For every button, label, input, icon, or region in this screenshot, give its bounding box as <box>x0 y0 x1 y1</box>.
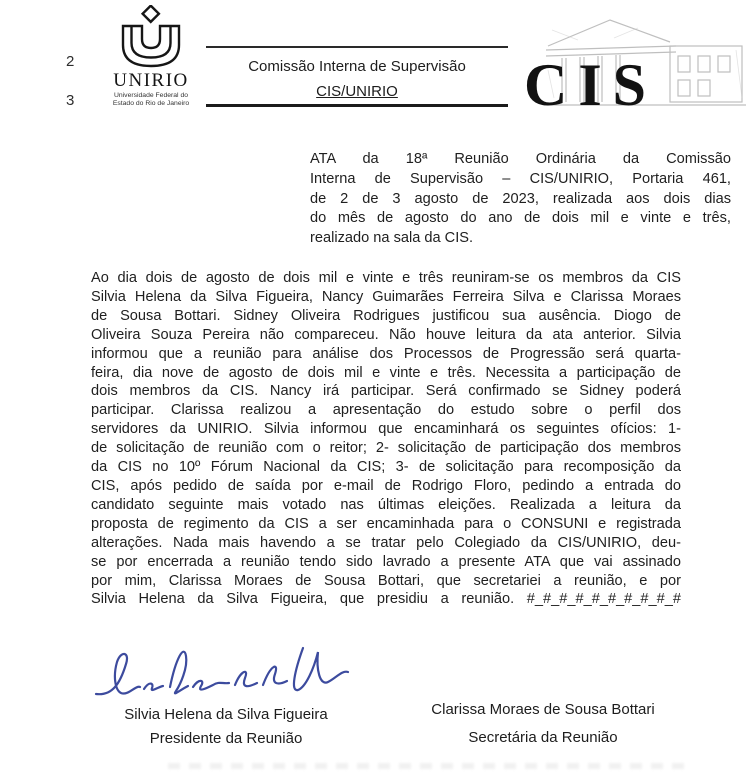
cis-logo <box>518 10 748 116</box>
text-line: da CIS no 10º Fórum Nacional da CIS; 3- de solicitação para recomposição da <box>91 459 681 476</box>
text-line: por mim, Clarissa Moraes de Sousa Bottari, que secretariei a reunião, e por <box>91 572 681 589</box>
bleed-through-artifact <box>168 763 693 769</box>
text-line: alterações. Nada mais havendo a se tratar pelo Colegiado da CIS/UNIRIO, deu- <box>91 534 681 551</box>
signatory-role: Secretária da Reunião <box>468 729 618 746</box>
cis-logo-text: CIS <box>524 52 658 118</box>
signatory-name: Silvia Helena da Silva Figueira <box>124 706 328 723</box>
text-line: de solicitação de reunião com o reitor; 2- solicitação de participação dos membros <box>91 440 681 457</box>
text-line: servidores da UNIRIO. Silvia informou que encaminhará os seguintes ofícios: 1- <box>91 421 681 438</box>
signatory-name: Clarissa Moraes de Sousa Bottari <box>431 701 655 718</box>
text-line: realizado na sala da CIS. <box>310 230 474 247</box>
text-line: do mês de agosto do ano de dois mil e vinte e três, <box>310 210 731 227</box>
text-line: de Sousa Bottari. Sidney Oliveira Rodrigues justificou sua ausência. Diogo de <box>91 307 681 324</box>
text-line: feira, dia nove de agosto de dois mil e vinte e três. Necessita a participação de <box>91 364 681 381</box>
text-line: Ao dia dois de agosto de dois mil e vinte e três reuniram-se os membros da CIS <box>91 270 681 286</box>
text-line: informou que a reunião para análise dos Processos de Progressão será quarta- <box>91 345 681 362</box>
margin-line-number: 2 <box>66 53 75 70</box>
text-line: Interna de Supervisão – CIS/UNIRIO, Portaria 461, <box>310 170 731 187</box>
header-box <box>206 46 508 107</box>
signature-right-block <box>402 701 684 746</box>
signature-ink-icon <box>90 640 362 712</box>
body-paragraph <box>91 269 681 609</box>
header-title: Comissão Interna de Supervisão <box>248 58 466 75</box>
unirio-subtitle: Universidade Federal do Estado do Rio de Janeiro <box>112 92 190 108</box>
text-line: de 2 de 3 agosto de 2023, realizada aos dois dias <box>310 190 731 207</box>
header-subtitle: CIS/UNIRIO <box>316 83 398 100</box>
unirio-acronym: UNIRIO <box>113 70 189 91</box>
text-line: proposta de regimento da CIS a ser encaminhada para o CONSUNI e registrada <box>91 515 681 532</box>
signature-left-block <box>84 640 368 747</box>
text-line: ATA da 18ª Reunião Ordinária da Comissão <box>310 151 731 167</box>
ata-heading <box>310 150 731 249</box>
unirio-logo <box>92 5 210 108</box>
text-line: Oliveira Souza Pereira não compareceu. Não houve leitura da ata anterior. Silvia <box>91 326 681 343</box>
text-line: Silvia Helena da Silva Figueira, que presidiu a reunião. #_#_#_#_#_#_#_#_#_# <box>91 591 681 608</box>
text-line: participar. Clarissa realizou a apresentação do estudo sobre o perfil dos <box>91 402 681 419</box>
unirio-mark-icon <box>114 5 188 69</box>
margin-line-number: 3 <box>66 92 75 109</box>
text-line: se por encerrada a reunião tendo sido lavrado a presente ATA que vai assinado <box>91 553 681 570</box>
text-line: Silvia Helena da Silva Figueira, Nancy Guimarães Ferreira Silva e Clarissa Moraes <box>91 288 681 305</box>
signatory-role: Presidente da Reunião <box>149 730 303 747</box>
text-line: dois membros da CIS. Nancy irá participar. Será confirmado se Sidney poderá <box>91 383 681 400</box>
text-line: CIS, após pedido de saída por e-mail de Rodrigo Floro, pedindo a entrada do <box>91 477 681 494</box>
text-line: candidato seguinte mais votado nas últimas eleições. Realizada a leitura da <box>91 496 681 513</box>
